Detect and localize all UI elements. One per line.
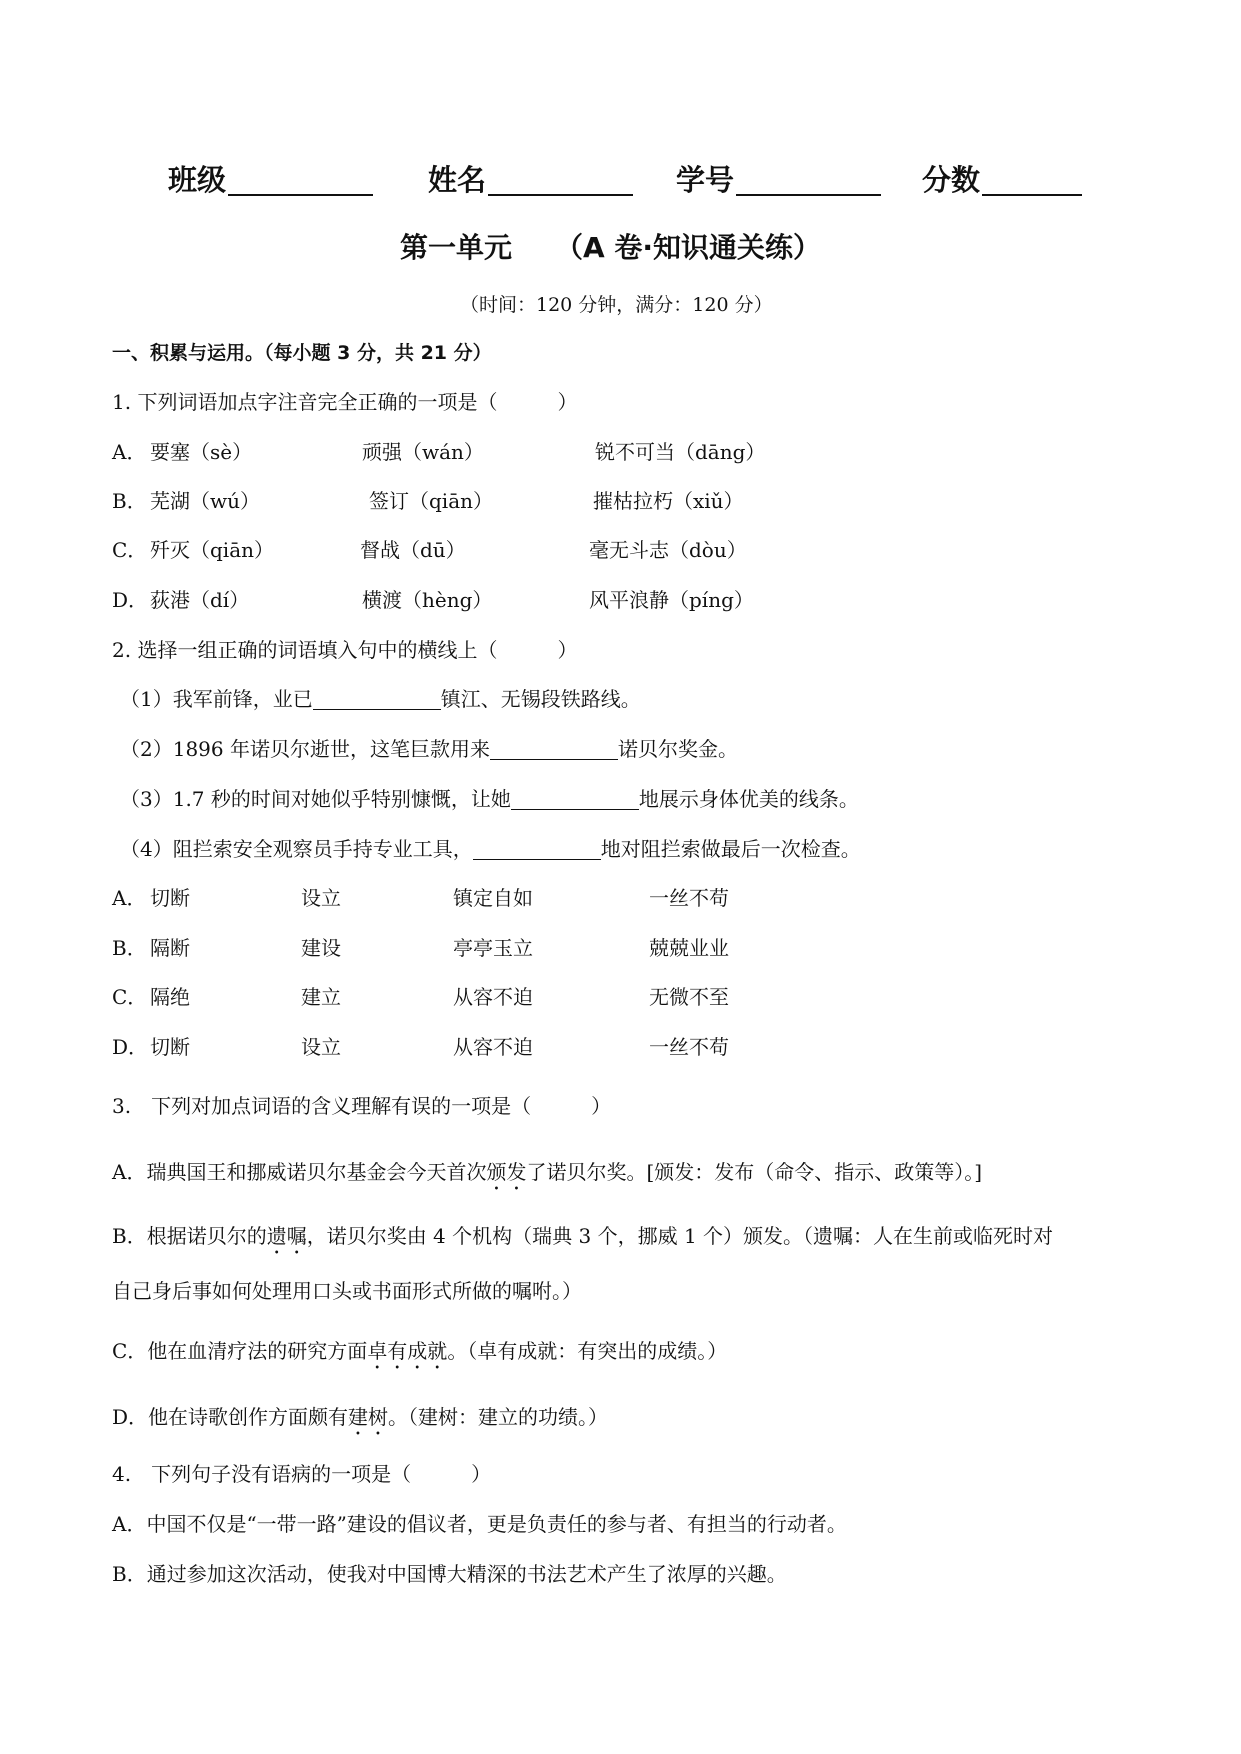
q1-option-b-word3: 摧枯拉朽（xiǔ） bbox=[593, 489, 744, 513]
q3-d-dotted-word: 建树 bbox=[348, 1405, 389, 1429]
class-blank[interactable] bbox=[228, 164, 373, 196]
q2-sentence-4 bbox=[120, 833, 861, 862]
q2-s1-after: 镇江、无锡段铁路线。 bbox=[440, 687, 641, 711]
q1-option-c-key: C． bbox=[112, 538, 148, 562]
q2-option-d-word4: 一丝不苟 bbox=[649, 1035, 729, 1059]
q3-option-b-continued: 自己身后事如何处理用口头或书面形式所做的嘱咐。） bbox=[112, 1279, 582, 1303]
q2-option-d-key: D． bbox=[112, 1035, 149, 1059]
q2-option-d-word2: 设立 bbox=[301, 1035, 341, 1059]
q2-sentence-3 bbox=[120, 783, 859, 812]
q3-option-a bbox=[112, 1156, 982, 1195]
score-label: 分数 bbox=[922, 163, 981, 197]
q2-option-a-word1: 切断 bbox=[150, 886, 190, 910]
q3-b-pre: B．根据诺贝尔的 bbox=[112, 1224, 267, 1248]
q3-a-dotted-word: 颁发 bbox=[486, 1160, 527, 1184]
q2-option-d-word1: 切断 bbox=[150, 1035, 190, 1059]
q1-option-d-word2: 横渡（hèng） bbox=[362, 588, 493, 612]
q2-s3-blank[interactable] bbox=[511, 789, 639, 810]
q2-option-c-word2: 建立 bbox=[301, 985, 341, 1009]
q2-s1-blank[interactable] bbox=[313, 689, 441, 710]
q3-a-post: 了诺贝尔奖。[颁发：发布（命令、指示、政策等）。] bbox=[526, 1160, 983, 1184]
q2-option-c-word3: 从容不迫 bbox=[453, 985, 533, 1009]
section-heading: 一、积累与运用。（每小题 3 分，共 21 分） bbox=[112, 342, 492, 364]
q2-s2-before: （2）1896 年诺贝尔逝世，这笔巨款用来 bbox=[120, 737, 490, 761]
q2-option-a-word2: 设立 bbox=[301, 886, 341, 910]
q3-a-pre: A．瑞典国王和挪威诺贝尔基金会今天首次 bbox=[112, 1160, 487, 1184]
q3-stem: 3. 下列对加点词语的含义理解有误的一项是（ ） bbox=[112, 1094, 612, 1118]
q1-stem: 1. 下列词语加点字注音完全正确的一项是（ ） bbox=[112, 390, 578, 414]
score-field bbox=[922, 158, 1082, 199]
q3-d-post: 。（建树：建立的功绩。） bbox=[388, 1405, 609, 1429]
q1-option-d-word1: 荻港（dí） bbox=[150, 588, 250, 612]
q2-option-d-word3: 从容不迫 bbox=[453, 1035, 533, 1059]
q2-option-b-word2: 建设 bbox=[301, 936, 341, 960]
q1-option-c-word3: 毫无斗志（dòu） bbox=[589, 538, 747, 562]
paper-title: （A 卷·知识通关练） bbox=[555, 231, 822, 264]
q1-option-a-word2: 顽强（wán） bbox=[362, 440, 484, 464]
q3-c-pre: C．他在血清疗法的研究方面 bbox=[112, 1339, 368, 1363]
score-blank[interactable] bbox=[982, 164, 1082, 196]
class-field bbox=[168, 158, 373, 199]
q3-d-pre: D．他在诗歌创作方面颇有 bbox=[112, 1405, 349, 1429]
q1-option-d-key: D． bbox=[112, 588, 149, 612]
q3-option-b bbox=[112, 1220, 1053, 1259]
q2-option-c-word1: 隔绝 bbox=[150, 985, 190, 1009]
q2-s4-blank[interactable] bbox=[473, 839, 601, 860]
q2-sentence-2 bbox=[120, 733, 738, 762]
q3-b-post: ，诺贝尔奖由 4 个机构（瑞典 3 个，挪威 1 个）颁发。（遗嘱：人在生前或临死时对 bbox=[306, 1224, 1054, 1248]
q1-option-d-word3: 风平浪静（píng） bbox=[589, 588, 754, 612]
q3-c-dotted-word: 卓有成就 bbox=[367, 1339, 448, 1363]
q2-option-b-word4: 兢兢业业 bbox=[649, 936, 729, 960]
q2-s3-after: 地展示身体优美的线条。 bbox=[638, 787, 859, 811]
student-id-label: 学号 bbox=[676, 163, 735, 197]
q4-option-a: A．中国不仅是“一带一路”建设的倡议者，更是负责任的参与者、有担当的行动者。 bbox=[112, 1512, 847, 1536]
q2-option-b-word1: 隔断 bbox=[150, 936, 190, 960]
q2-option-a-word4: 一丝不苟 bbox=[649, 886, 729, 910]
q4-option-b: B．通过参加这次活动，使我对中国博大精深的书法艺术产生了浓厚的兴趣。 bbox=[112, 1562, 787, 1586]
q2-s1-before: （1）我军前锋，业已 bbox=[120, 687, 313, 711]
q4-stem: 4. 下列句子没有语病的一项是（ ） bbox=[112, 1462, 492, 1486]
q3-option-c bbox=[112, 1335, 727, 1374]
q1-option-a-word1: 要塞（sè） bbox=[150, 440, 253, 464]
time-info: （时间：120 分钟，满分：120 分） bbox=[460, 294, 773, 316]
unit-title: 第一单元 bbox=[400, 231, 513, 264]
q2-option-b-word3: 亭亭玉立 bbox=[453, 936, 533, 960]
q2-s2-after: 诺贝尔奖金。 bbox=[617, 737, 738, 761]
q2-s2-blank[interactable] bbox=[490, 739, 618, 760]
q2-option-b-key: B． bbox=[112, 936, 147, 960]
q2-option-a-key: A． bbox=[112, 886, 147, 910]
q1-option-b-key: B． bbox=[112, 489, 147, 513]
q3-b-dotted-word: 遗嘱 bbox=[266, 1224, 307, 1248]
q1-option-b-word1: 芜湖（wú） bbox=[150, 489, 260, 513]
q1-option-c-word2: 督战（dū） bbox=[360, 538, 466, 562]
name-blank[interactable] bbox=[488, 164, 633, 196]
q1-option-b-word2: 签订（qiān） bbox=[369, 489, 494, 513]
q2-option-c-key: C． bbox=[112, 985, 148, 1009]
student-id-field bbox=[676, 158, 881, 199]
student-id-blank[interactable] bbox=[736, 164, 881, 196]
class-label: 班级 bbox=[168, 163, 227, 197]
q2-option-a-word3: 镇定自如 bbox=[453, 886, 533, 910]
name-label: 姓名 bbox=[428, 163, 487, 197]
q3-c-post: 。（卓有成就：有突出的成绩。） bbox=[447, 1339, 728, 1363]
q1-option-a-word3: 锐不可当（dāng） bbox=[595, 440, 766, 464]
q2-stem: 2. 选择一组正确的词语填入句中的横线上（ ） bbox=[112, 638, 578, 662]
q3-option-d bbox=[112, 1401, 608, 1440]
q1-option-c-word1: 歼灭（qiān） bbox=[150, 538, 275, 562]
q2-s3-before: （3）1.7 秒的时间对她似乎特别慷慨，让她 bbox=[120, 787, 511, 811]
q2-s4-after: 地对阻拦索做最后一次检查。 bbox=[600, 837, 861, 861]
q2-sentence-1 bbox=[120, 683, 641, 712]
q2-option-c-word4: 无微不至 bbox=[649, 985, 729, 1009]
name-field bbox=[428, 158, 633, 199]
q1-option-a-key: A． bbox=[112, 440, 147, 464]
q2-s4-before: （4）阻拦索安全观察员手持专业工具， bbox=[120, 837, 473, 861]
